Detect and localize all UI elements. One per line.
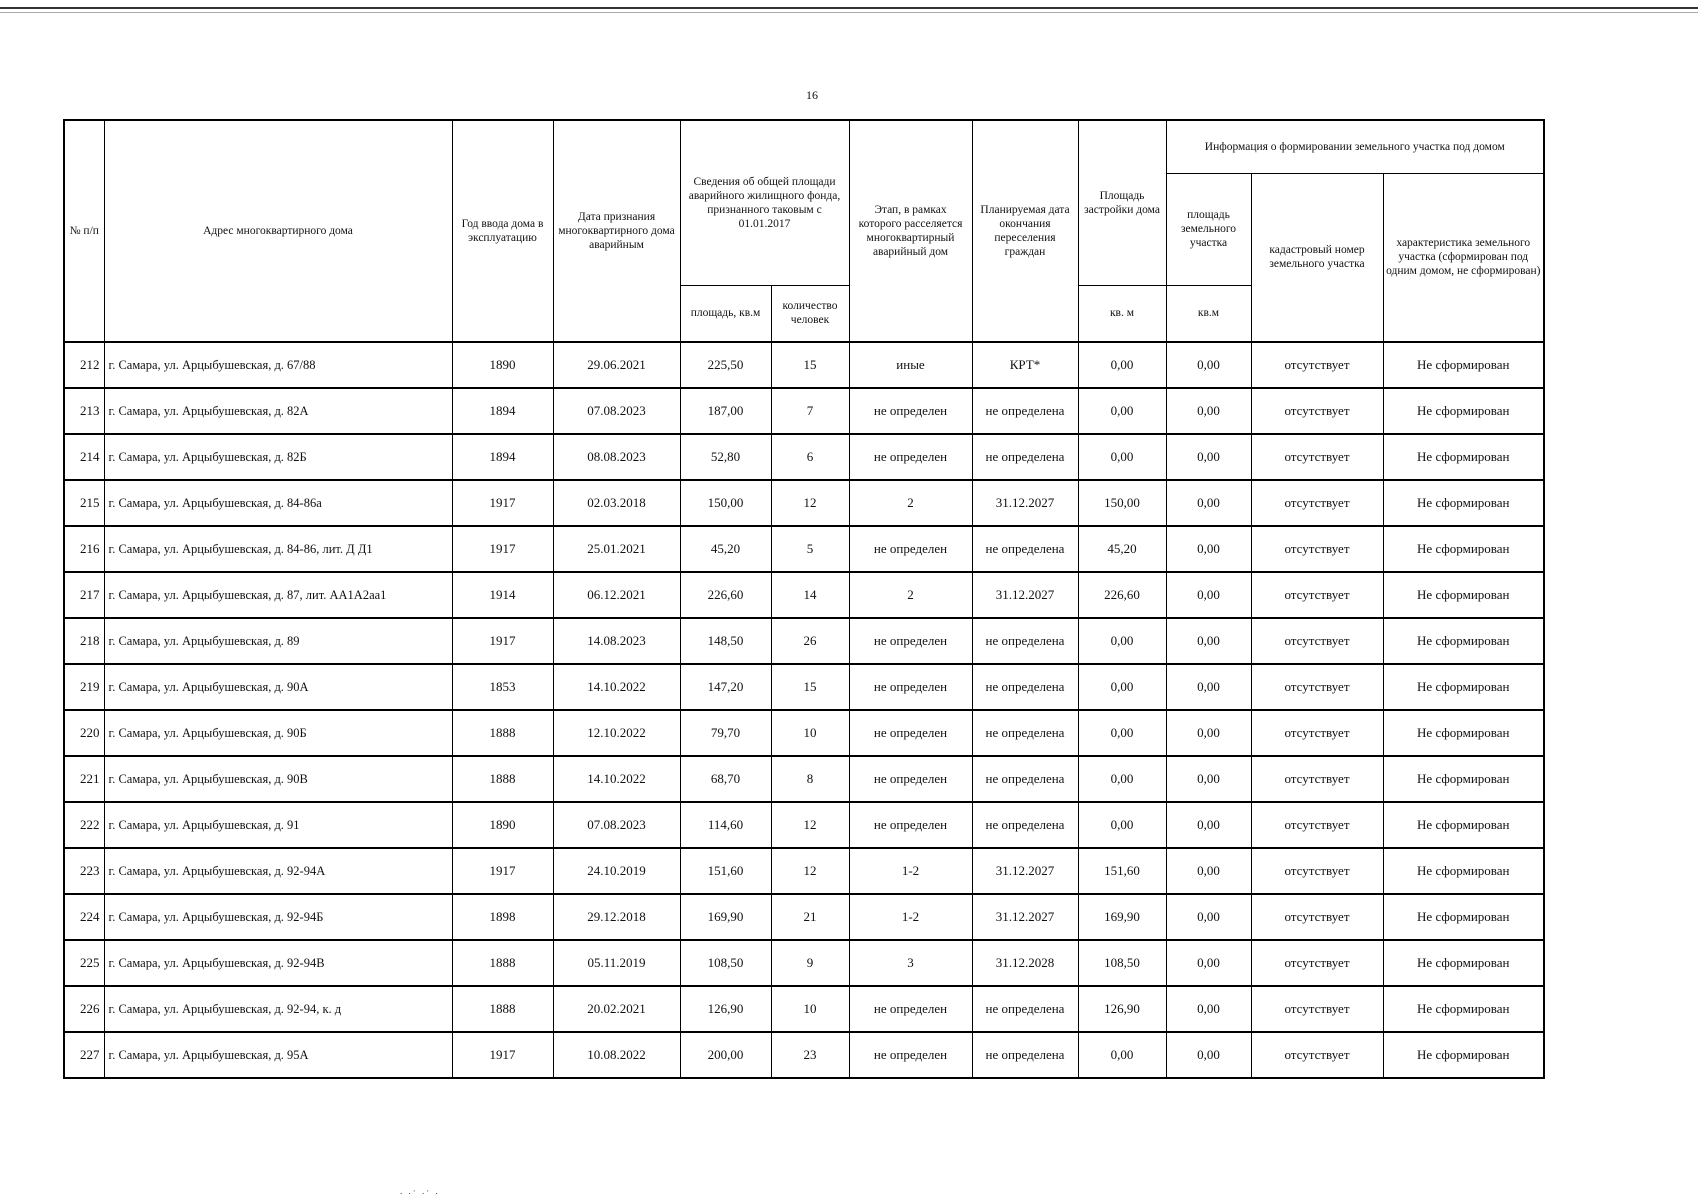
cell-planned-date: 31.12.2027 [972,480,1078,526]
cell-area: 169,90 [680,894,771,940]
cell-land-area: 0,00 [1166,1032,1251,1078]
table-row [64,756,1544,802]
cell-people: 21 [771,894,849,940]
cell-cadastral: отсутствует [1251,434,1383,480]
table-row [64,848,1544,894]
cell-date: 25.01.2021 [553,526,680,572]
cell-people: 10 [771,986,849,1032]
table-row [64,894,1544,940]
cell-address: г. Самара, ул. Арцыбушевская, д. 90Б [104,710,452,756]
cell-cadastral: отсутствует [1251,342,1383,388]
cell-characteristic: Не сформирован [1383,434,1544,480]
cell-people: 26 [771,618,849,664]
cell-characteristic: Не сформирован [1383,664,1544,710]
cell-characteristic: Не сформирован [1383,618,1544,664]
cell-num: 216 [64,526,104,572]
cell-address: г. Самара, ул. Арцыбушевская, д. 67/88 [104,342,452,388]
cell-stage: не определен [849,802,972,848]
cell-num: 224 [64,894,104,940]
cell-date: 12.10.2022 [553,710,680,756]
cell-year: 1917 [452,480,553,526]
cell-characteristic: Не сформирован [1383,480,1544,526]
cell-planned-date: не определена [972,802,1078,848]
cell-stage: 3 [849,940,972,986]
cell-num: 222 [64,802,104,848]
header-num: № п/п [64,120,104,342]
cell-num: 218 [64,618,104,664]
cell-address: г. Самара, ул. Арцыбушевская, д. 89 [104,618,452,664]
cell-cadastral: отсутствует [1251,618,1383,664]
header-characteristic: характеристика земельного участка (сформирован под одним домом, не сформирован) [1383,173,1544,342]
cell-year: 1853 [452,664,553,710]
cell-planned-date: 31.12.2027 [972,894,1078,940]
cell-num: 220 [64,710,104,756]
cell-land-area: 0,00 [1166,618,1251,664]
header-year: Год ввода дома в эксплуатацию [452,120,553,342]
cell-characteristic: Не сформирован [1383,1032,1544,1078]
cell-build-area: 150,00 [1078,480,1166,526]
table-body [64,342,1544,1078]
cell-date: 14.10.2022 [553,664,680,710]
cell-planned-date: не определена [972,1032,1078,1078]
cell-date: 24.10.2019 [553,848,680,894]
header-stage: Этап, в рамках которого расселяется многоквартирный аварийный дом [849,120,972,342]
cell-num: 219 [64,664,104,710]
cell-build-area: 0,00 [1078,756,1166,802]
cell-year: 1890 [452,802,553,848]
cell-stage: не определен [849,710,972,756]
cell-people: 9 [771,940,849,986]
cell-num: 221 [64,756,104,802]
table-row [64,664,1544,710]
table-row [64,526,1544,572]
cell-num: 225 [64,940,104,986]
cell-date: 05.11.2019 [553,940,680,986]
cell-characteristic: Не сформирован [1383,572,1544,618]
cell-year: 1894 [452,434,553,480]
header-planned-date: Планируемая дата окончания переселения граждан [972,120,1078,342]
cell-num: 217 [64,572,104,618]
cell-year: 1917 [452,848,553,894]
table-row [64,572,1544,618]
cell-year: 1914 [452,572,553,618]
cell-address: г. Самара, ул. Арцыбушевская, д. 82Б [104,434,452,480]
cell-address: г. Самара, ул. Арцыбушевская, д. 92-94Б [104,894,452,940]
cell-people: 15 [771,664,849,710]
cell-address: г. Самара, ул. Арцыбушевская, д. 84-86, лит. Д Д1 [104,526,452,572]
table-row [64,618,1544,664]
cell-people: 7 [771,388,849,434]
cell-characteristic: Не сформирован [1383,756,1544,802]
cell-address: г. Самара, ул. Арцыбушевская, д. 90В [104,756,452,802]
cell-cadastral: отсутствует [1251,894,1383,940]
cell-date: 29.12.2018 [553,894,680,940]
cell-date: 07.08.2023 [553,802,680,848]
cell-land-area: 0,00 [1166,572,1251,618]
top-rule-secondary [0,12,1698,13]
cell-address: г. Самара, ул. Арцыбушевская, д. 92-94А [104,848,452,894]
cell-area: 226,60 [680,572,771,618]
cell-build-area: 126,90 [1078,986,1166,1032]
cell-date: 02.03.2018 [553,480,680,526]
cell-address: г. Самара, ул. Арцыбушевская, д. 87, лит. АА1А2аа1 [104,572,452,618]
cell-land-area: 0,00 [1166,710,1251,756]
table-row [64,480,1544,526]
cell-num: 227 [64,1032,104,1078]
cell-address: г. Самара, ул. Арцыбушевская, д. 92-94В [104,940,452,986]
table-row [64,1032,1544,1078]
cell-area: 225,50 [680,342,771,388]
cell-land-area: 0,00 [1166,526,1251,572]
cell-planned-date: не определена [972,710,1078,756]
header-address: Адрес многоквартирного дома [104,120,452,342]
cell-planned-date: не определена [972,986,1078,1032]
cell-stage: 2 [849,572,972,618]
cell-area: 150,00 [680,480,771,526]
cell-land-area: 0,00 [1166,480,1251,526]
cell-area: 187,00 [680,388,771,434]
cell-area: 45,20 [680,526,771,572]
table-row [64,802,1544,848]
cell-cadastral: отсутствует [1251,848,1383,894]
cell-land-area: 0,00 [1166,434,1251,480]
cell-area: 52,80 [680,434,771,480]
cell-build-area: 0,00 [1078,1032,1166,1078]
cell-build-area: 0,00 [1078,802,1166,848]
cell-stage: не определен [849,526,972,572]
top-rule [0,7,1698,9]
cell-characteristic: Не сформирован [1383,802,1544,848]
cell-build-area: 45,20 [1078,526,1166,572]
cell-year: 1917 [452,1032,553,1078]
cell-planned-date: 31.12.2027 [972,848,1078,894]
cell-people: 5 [771,526,849,572]
cell-people: 15 [771,342,849,388]
cell-build-area: 151,60 [1078,848,1166,894]
cell-build-area: 0,00 [1078,664,1166,710]
cell-date: 20.02.2021 [553,986,680,1032]
cell-stage: не определен [849,756,972,802]
header-land-area-unit: кв.м [1166,285,1251,342]
cell-people: 12 [771,848,849,894]
cell-address: г. Самара, ул. Арцыбушевская, д. 90А [104,664,452,710]
cell-date: 14.08.2023 [553,618,680,664]
cell-build-area: 169,90 [1078,894,1166,940]
cell-year: 1888 [452,986,553,1032]
cell-area: 79,70 [680,710,771,756]
cell-area: 148,50 [680,618,771,664]
cell-area: 68,70 [680,756,771,802]
table-row [64,986,1544,1032]
cell-area: 114,60 [680,802,771,848]
cell-land-area: 0,00 [1166,388,1251,434]
cell-cadastral: отсутствует [1251,710,1383,756]
table-row [64,388,1544,434]
cell-year: 1917 [452,526,553,572]
cell-build-area: 0,00 [1078,342,1166,388]
cell-characteristic: Не сформирован [1383,342,1544,388]
cell-planned-date: КРТ* [972,342,1078,388]
cell-stage: не определен [849,1032,972,1078]
cell-num: 215 [64,480,104,526]
cell-address: г. Самара, ул. Арцыбушевская, д. 95А [104,1032,452,1078]
cell-build-area: 108,50 [1078,940,1166,986]
header-area-info: Сведения об общей площади аварийного жилищного фонда, признанного таковым с 01.01.2017 [680,120,849,285]
cell-build-area: 0,00 [1078,618,1166,664]
header-build-area: Площадь застройки дома [1078,120,1166,285]
cell-num: 212 [64,342,104,388]
cell-year: 1890 [452,342,553,388]
cell-stage: 2 [849,480,972,526]
cell-planned-date: 31.12.2027 [972,572,1078,618]
cell-cadastral: отсутствует [1251,756,1383,802]
cell-land-area: 0,00 [1166,664,1251,710]
cell-characteristic: Не сформирован [1383,388,1544,434]
cell-planned-date: не определена [972,756,1078,802]
cell-address: г. Самара, ул. Арцыбушевская, д. 84-86а [104,480,452,526]
header-build-area-unit: кв. м [1078,285,1166,342]
cell-stage: 1-2 [849,894,972,940]
table-row [64,342,1544,388]
cell-date: 14.10.2022 [553,756,680,802]
cell-cadastral: отсутствует [1251,572,1383,618]
cell-planned-date: не определена [972,526,1078,572]
cell-date: 10.08.2022 [553,1032,680,1078]
cell-build-area: 0,00 [1078,388,1166,434]
cell-characteristic: Не сформирован [1383,710,1544,756]
cell-planned-date: 31.12.2028 [972,940,1078,986]
cell-stage: не определен [849,434,972,480]
cell-num: 214 [64,434,104,480]
cell-area: 200,00 [680,1032,771,1078]
cell-characteristic: Не сформирован [1383,848,1544,894]
cell-land-area: 0,00 [1166,802,1251,848]
cell-people: 23 [771,1032,849,1078]
scan-noise: . .· .· . [400,1186,440,1196]
table-row [64,940,1544,986]
cell-cadastral: отсутствует [1251,986,1383,1032]
table-row [64,434,1544,480]
header-land-area: площадь земельного участка [1166,173,1251,285]
cell-num: 213 [64,388,104,434]
table-row [64,710,1544,756]
cell-cadastral: отсутствует [1251,526,1383,572]
cell-build-area: 226,60 [1078,572,1166,618]
cell-planned-date: не определена [972,434,1078,480]
cell-stage: не определен [849,388,972,434]
cell-land-area: 0,00 [1166,756,1251,802]
cell-date: 06.12.2021 [553,572,680,618]
cell-cadastral: отсутствует [1251,480,1383,526]
cell-year: 1888 [452,940,553,986]
cell-area: 126,90 [680,986,771,1032]
cell-year: 1888 [452,710,553,756]
cell-characteristic: Не сформирован [1383,986,1544,1032]
cell-cadastral: отсутствует [1251,664,1383,710]
cell-people: 12 [771,802,849,848]
cell-characteristic: Не сформирован [1383,940,1544,986]
cell-cadastral: отсутствует [1251,802,1383,848]
cell-planned-date: не определена [972,388,1078,434]
cell-num: 223 [64,848,104,894]
header-people: количество человек [771,285,849,342]
cell-people: 12 [771,480,849,526]
cell-cadastral: отсутствует [1251,1032,1383,1078]
cell-land-area: 0,00 [1166,848,1251,894]
cell-stage: не определен [849,664,972,710]
cell-planned-date: не определена [972,618,1078,664]
cell-stage: не определен [849,986,972,1032]
cell-land-area: 0,00 [1166,940,1251,986]
cell-people: 10 [771,710,849,756]
cell-stage: не определен [849,618,972,664]
header-date-emergency: Дата признания многоквартирного дома аварийным [553,120,680,342]
cell-year: 1917 [452,618,553,664]
cell-planned-date: не определена [972,664,1078,710]
cell-characteristic: Не сформирован [1383,526,1544,572]
cell-date: 07.08.2023 [553,388,680,434]
cell-address: г. Самара, ул. Арцыбушевская, д. 82А [104,388,452,434]
cell-address: г. Самара, ул. Арцыбушевская, д. 91 [104,802,452,848]
cell-date: 08.08.2023 [553,434,680,480]
cell-cadastral: отсутствует [1251,388,1383,434]
cell-cadastral: отсутствует [1251,940,1383,986]
cell-year: 1898 [452,894,553,940]
cell-area: 151,60 [680,848,771,894]
cell-build-area: 0,00 [1078,434,1166,480]
cell-stage: иные [849,342,972,388]
emergency-housing-table [63,119,1545,1079]
header-area: площадь, кв.м [680,285,771,342]
cell-stage: 1-2 [849,848,972,894]
cell-characteristic: Не сформирован [1383,894,1544,940]
cell-address: г. Самара, ул. Арцыбушевская, д. 92-94, к. д [104,986,452,1032]
cell-build-area: 0,00 [1078,710,1166,756]
cell-area: 147,20 [680,664,771,710]
cell-date: 29.06.2021 [553,342,680,388]
cell-land-area: 0,00 [1166,342,1251,388]
cell-people: 8 [771,756,849,802]
cell-num: 226 [64,986,104,1032]
cell-land-area: 0,00 [1166,894,1251,940]
cell-year: 1894 [452,388,553,434]
cell-area: 108,50 [680,940,771,986]
cell-people: 14 [771,572,849,618]
page-number: 16 [806,88,818,102]
cell-year: 1888 [452,756,553,802]
header-cadastral: кадастровый номер земельного участка [1251,173,1383,342]
header-land-info: Информация о формировании земельного участка под домом [1166,120,1544,173]
cell-land-area: 0,00 [1166,986,1251,1032]
cell-people: 6 [771,434,849,480]
